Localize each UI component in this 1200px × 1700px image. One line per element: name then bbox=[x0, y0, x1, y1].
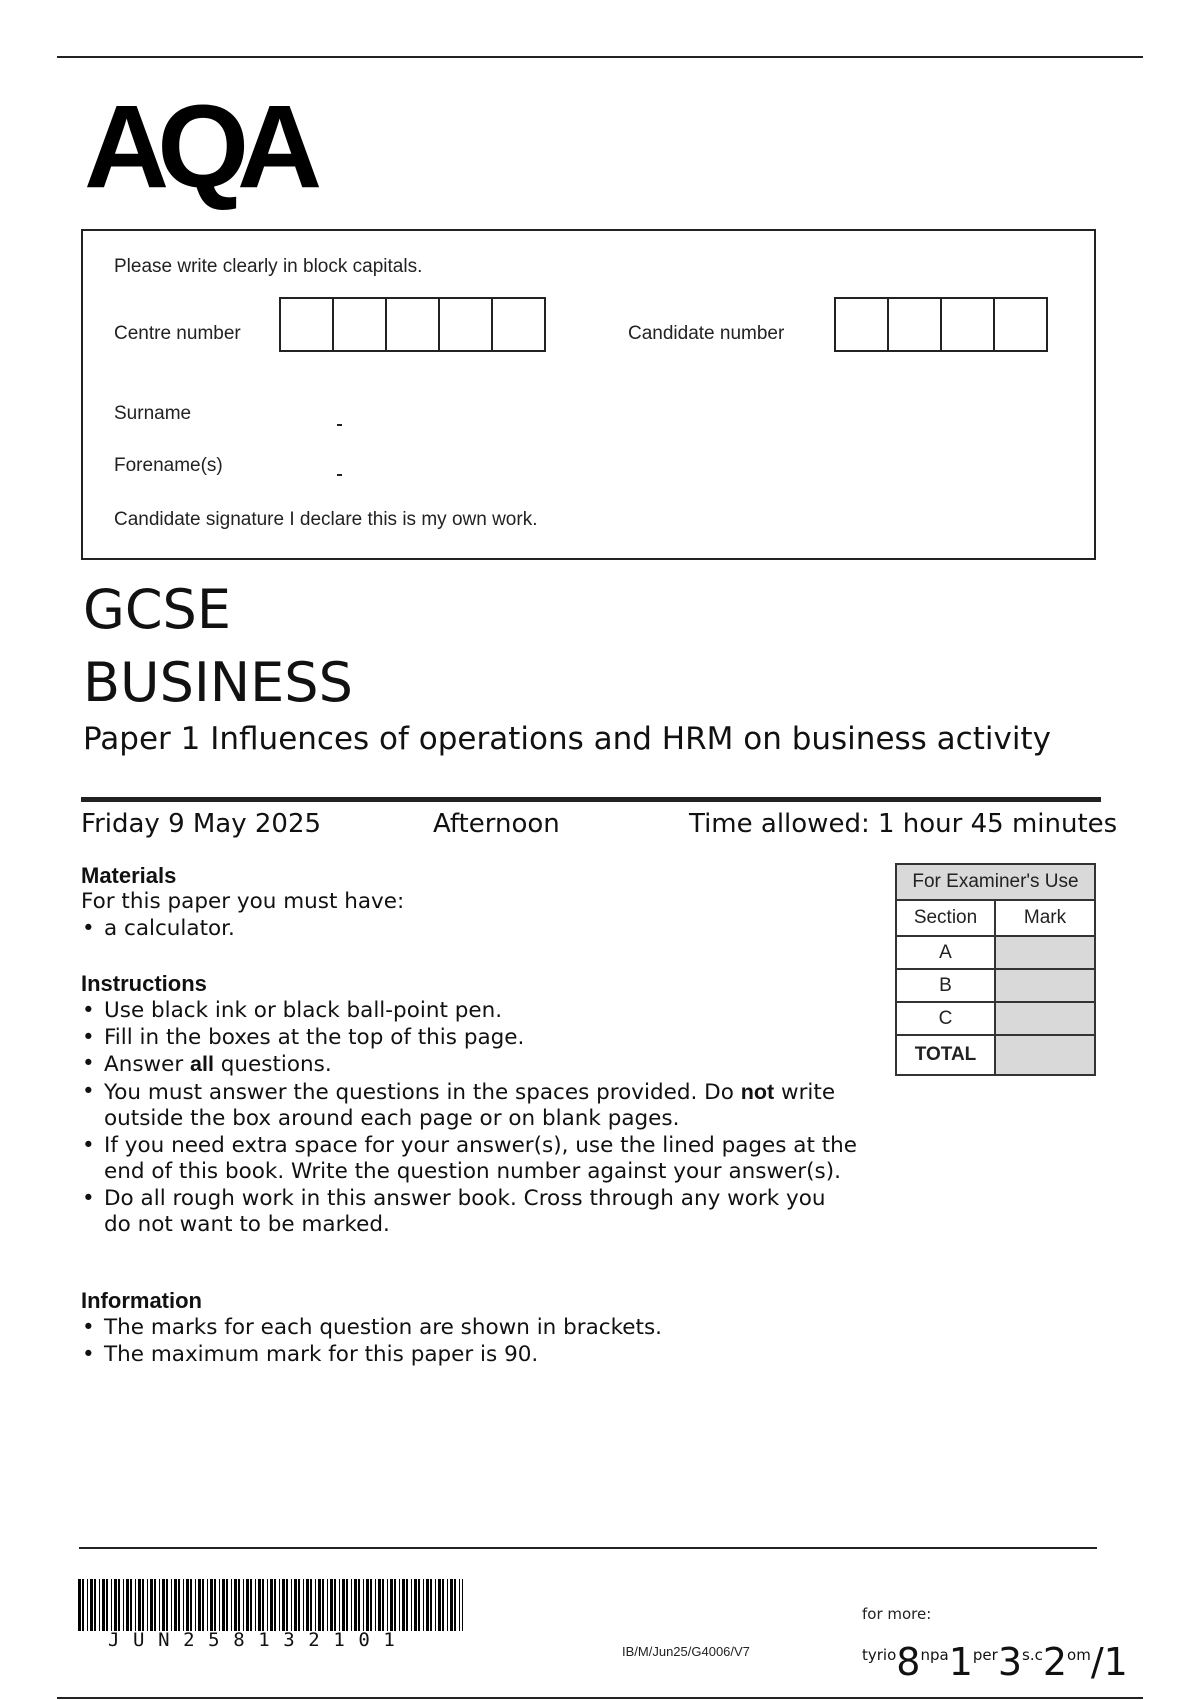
barcode-bar bbox=[222, 1579, 225, 1631]
barcode-bar bbox=[378, 1579, 381, 1631]
exam-session: Afternoon bbox=[433, 809, 560, 839]
barcode-bar bbox=[414, 1579, 417, 1631]
barcode-bar bbox=[327, 1579, 328, 1631]
aqa-logo: AQA bbox=[84, 81, 311, 213]
barcode-bar bbox=[291, 1579, 292, 1631]
barcode-bar bbox=[435, 1579, 436, 1631]
code-part: $^{s.c}$2 bbox=[1022, 1640, 1068, 1684]
barcode-bar bbox=[183, 1579, 184, 1631]
candidate-number-digit-box[interactable] bbox=[940, 297, 995, 352]
barcode-bar bbox=[150, 1579, 153, 1631]
barcode-bar bbox=[118, 1579, 120, 1631]
barcode-bar bbox=[142, 1579, 144, 1631]
barcode-bar bbox=[298, 1579, 300, 1631]
barcode-bar bbox=[126, 1579, 129, 1631]
barcode-bar bbox=[322, 1579, 324, 1631]
barcode-bar bbox=[462, 1579, 463, 1631]
barcode-bar bbox=[99, 1579, 100, 1631]
barcode-bar bbox=[303, 1579, 304, 1631]
barcode-bar bbox=[78, 1579, 81, 1631]
signature-label: Candidate signature I declare this is my own work. bbox=[114, 509, 538, 530]
barcode-bar bbox=[186, 1579, 189, 1631]
list-item bbox=[81, 1051, 861, 1079]
block-capitals-instruction: Please write clearly in block capitals. bbox=[114, 256, 423, 277]
barcode-bar bbox=[159, 1579, 160, 1631]
barcode-bar bbox=[450, 1579, 453, 1631]
barcode-bar bbox=[102, 1579, 105, 1631]
examiners-use-title: For Examiner's Use bbox=[896, 864, 1095, 900]
barcode-bar bbox=[406, 1579, 408, 1631]
text-run: Answer bbox=[104, 1052, 191, 1077]
barcode-bar bbox=[250, 1579, 252, 1631]
barcode-bar bbox=[279, 1579, 280, 1631]
barcode-bar bbox=[454, 1579, 456, 1631]
barcode-bar bbox=[459, 1579, 460, 1631]
instructions-section bbox=[81, 971, 861, 1239]
barcode-bar bbox=[339, 1579, 340, 1631]
barcode-bar bbox=[399, 1579, 400, 1631]
barcode-bar bbox=[366, 1579, 369, 1631]
code-part: $^{tyrio}$8 bbox=[862, 1640, 921, 1684]
barcode-bar bbox=[246, 1579, 249, 1631]
barcode-bar bbox=[330, 1579, 333, 1631]
paper-reference: IB/M/Jun25/G4006/V7 bbox=[622, 1644, 750, 1659]
barcode-bar bbox=[174, 1579, 177, 1631]
barcode-bar bbox=[231, 1579, 232, 1631]
barcode-bar bbox=[286, 1579, 288, 1631]
materials-section bbox=[81, 863, 861, 942]
barcode-bar bbox=[270, 1579, 273, 1631]
emphasis: not bbox=[740, 1079, 775, 1104]
barcode-bar bbox=[226, 1579, 228, 1631]
list-item: • Use black ink or black ball-point pen. bbox=[81, 998, 861, 1025]
barcode-bar bbox=[90, 1579, 93, 1631]
barcode-bar bbox=[438, 1579, 441, 1631]
barcode-bar bbox=[387, 1579, 388, 1631]
barcode-bar bbox=[262, 1579, 264, 1631]
paper-title: Paper 1 Influences of operations and HRM on business activity bbox=[83, 721, 1051, 757]
candidate-number-digit-box[interactable] bbox=[887, 297, 942, 352]
bottom-rule bbox=[57, 1697, 1143, 1699]
surname-label: Surname bbox=[114, 403, 192, 424]
paper-code bbox=[862, 1640, 1128, 1684]
section-label: C bbox=[896, 1002, 995, 1035]
centre-number-digit-box[interactable] bbox=[438, 297, 493, 352]
section-column-header: Section bbox=[896, 900, 995, 936]
section-label: B bbox=[896, 969, 995, 1002]
candidate-number-digit-box[interactable] bbox=[993, 297, 1048, 352]
barcode-bar bbox=[442, 1579, 444, 1631]
barcode-bar bbox=[171, 1579, 172, 1631]
centre-number-boxes bbox=[281, 297, 546, 352]
text-run: write outside the box around each page or on blank pages. bbox=[104, 1079, 836, 1131]
barcode-bar bbox=[334, 1579, 336, 1631]
title-rule bbox=[81, 797, 1101, 802]
barcode-bar bbox=[274, 1579, 276, 1631]
barcode-bar bbox=[214, 1579, 216, 1631]
candidate-number-label: Candidate number bbox=[628, 323, 785, 344]
candidate-number-digit-box[interactable] bbox=[834, 297, 889, 352]
barcode-bar bbox=[430, 1579, 432, 1631]
barcode-bar bbox=[418, 1579, 420, 1631]
barcode-bar bbox=[238, 1579, 240, 1631]
barcode-bar bbox=[358, 1579, 360, 1631]
barcode-bar bbox=[354, 1579, 357, 1631]
time-allowed: Time allowed: 1 hour 45 minutes bbox=[689, 809, 1118, 839]
barcode-bar bbox=[346, 1579, 348, 1631]
code-part: $^{per}$3 bbox=[972, 1640, 1022, 1684]
barcode-bar bbox=[394, 1579, 396, 1631]
barcode-bar bbox=[258, 1579, 261, 1631]
barcode-bar bbox=[294, 1579, 297, 1631]
barcode-bar bbox=[111, 1579, 112, 1631]
barcode-bar bbox=[198, 1579, 201, 1631]
instructions-list bbox=[81, 998, 861, 1239]
materials-list bbox=[81, 916, 861, 943]
barcode-bar bbox=[447, 1579, 448, 1631]
list-item: • The maximum mark for this paper is 90. bbox=[81, 1342, 861, 1369]
barcode-bar bbox=[315, 1579, 316, 1631]
text-run: You must answer the questions in the spaces provided. Do bbox=[104, 1079, 741, 1105]
list-item: • Do all rough work in this answer book. Cross through any work you do not want to be marked. bbox=[81, 1186, 844, 1239]
forenames-label: Forename(s) bbox=[114, 455, 223, 476]
centre-number-digit-box[interactable] bbox=[332, 297, 387, 352]
total-label: TOTAL bbox=[896, 1035, 995, 1075]
centre-number-label: Centre number bbox=[114, 323, 241, 344]
barcode-bar bbox=[351, 1579, 352, 1631]
barcode-bar bbox=[195, 1579, 196, 1631]
barcode-bar bbox=[162, 1579, 165, 1631]
barcode-bar bbox=[190, 1579, 192, 1631]
for-more-label: for more: bbox=[862, 1605, 932, 1623]
mark-cell[interactable] bbox=[995, 1002, 1095, 1035]
centre-number-digit-box[interactable] bbox=[491, 297, 546, 352]
list-item: • Fill in the boxes at the top of this page. bbox=[81, 1025, 861, 1052]
information-section bbox=[81, 1288, 861, 1368]
centre-number-digit-box[interactable] bbox=[279, 297, 334, 352]
subject-title: BUSINESS bbox=[83, 651, 353, 714]
barcode-bar bbox=[310, 1579, 312, 1631]
centre-number-digit-box[interactable] bbox=[385, 297, 440, 352]
barcode-bar bbox=[82, 1579, 84, 1631]
barcode-bar bbox=[382, 1579, 384, 1631]
barcode bbox=[78, 1579, 463, 1631]
barcode-bar bbox=[106, 1579, 108, 1631]
barcode-bar bbox=[255, 1579, 256, 1631]
barcode-bar bbox=[130, 1579, 132, 1631]
forenames-field[interactable] bbox=[337, 474, 342, 476]
total-mark-cell[interactable] bbox=[995, 1035, 1095, 1075]
barcode-bar bbox=[375, 1579, 376, 1631]
qualification-title: GCSE bbox=[83, 578, 231, 641]
barcode-bar bbox=[94, 1579, 96, 1631]
list-item: • If you need extra space for your answer(s), use the lined pages at the end of this book. Write the question number against your answer(s). bbox=[81, 1133, 874, 1186]
barcode-bar bbox=[234, 1579, 237, 1631]
text-run: questions. bbox=[213, 1052, 332, 1077]
barcode-bar bbox=[426, 1579, 429, 1631]
exam-date: Friday 9 May 2025 bbox=[81, 809, 322, 839]
barcode-bar bbox=[154, 1579, 156, 1631]
barcode-bar bbox=[306, 1579, 309, 1631]
barcode-bar bbox=[178, 1579, 180, 1631]
information-heading: Information bbox=[81, 1288, 202, 1313]
barcode-bar bbox=[210, 1579, 213, 1631]
barcode-bar bbox=[423, 1579, 424, 1631]
barcode-bar bbox=[243, 1579, 244, 1631]
code-part: $^{om}$/1 bbox=[1067, 1640, 1128, 1684]
barcode-bar bbox=[114, 1579, 117, 1631]
code-part: $^{npa}$1 bbox=[920, 1640, 973, 1684]
barcode-bar bbox=[147, 1579, 148, 1631]
barcode-bar bbox=[342, 1579, 345, 1631]
emphasis: all bbox=[190, 1052, 214, 1076]
barcode-bar bbox=[318, 1579, 321, 1631]
mark-cell[interactable] bbox=[995, 969, 1095, 1002]
barcode-bar bbox=[363, 1579, 364, 1631]
instructions-heading: Instructions bbox=[81, 971, 207, 996]
information-list bbox=[81, 1315, 861, 1368]
mark-cell[interactable] bbox=[995, 936, 1095, 969]
barcode-bar bbox=[207, 1579, 208, 1631]
barcode-bar bbox=[267, 1579, 268, 1631]
list-item: • The marks for each question are shown in brackets. bbox=[81, 1315, 861, 1342]
barcode-bar bbox=[390, 1579, 393, 1631]
barcode-bar bbox=[219, 1579, 220, 1631]
mark-column-header: Mark bbox=[995, 900, 1095, 936]
materials-heading: Materials bbox=[81, 863, 177, 888]
surname-field[interactable] bbox=[337, 424, 342, 426]
barcode-bar bbox=[135, 1579, 136, 1631]
barcode-bar bbox=[87, 1579, 88, 1631]
barcode-bar bbox=[402, 1579, 405, 1631]
barcode-bar bbox=[202, 1579, 204, 1631]
examiners-use-table bbox=[895, 863, 1096, 1076]
materials-intro: For this paper you must have: bbox=[81, 889, 405, 914]
barcode-bar bbox=[166, 1579, 168, 1631]
candidate-number-boxes bbox=[836, 297, 1048, 352]
list-item: • a calculator. bbox=[81, 916, 861, 943]
section-label: A bbox=[896, 936, 995, 969]
barcode-digits: JUN258132101 bbox=[108, 1629, 409, 1651]
barcode-bar bbox=[123, 1579, 124, 1631]
barcode-bar bbox=[282, 1579, 285, 1631]
footer-rule bbox=[79, 1547, 1097, 1549]
barcode-bar bbox=[138, 1579, 141, 1631]
barcode-bar bbox=[370, 1579, 372, 1631]
barcode-bar bbox=[411, 1579, 412, 1631]
top-rule bbox=[57, 56, 1143, 58]
list-item bbox=[81, 1079, 844, 1133]
